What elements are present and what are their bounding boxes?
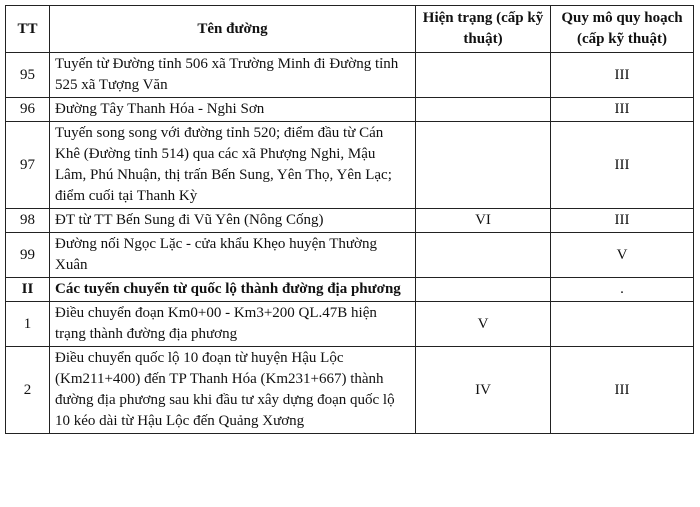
header-row	[6, 6, 694, 53]
table-row	[6, 209, 694, 233]
table-row	[6, 122, 694, 209]
row-planned: III	[551, 347, 694, 434]
row-planned: III	[551, 98, 694, 122]
section-name: Các tuyến chuyển từ quốc lộ thành đường địa phương	[50, 278, 416, 302]
roads-table	[5, 5, 694, 434]
row-planned: V	[551, 233, 694, 278]
table-row	[6, 302, 694, 347]
row-current: VI	[416, 209, 551, 233]
section-row	[6, 278, 694, 302]
row-name: Điều chuyển đoạn Km0+00 - Km3+200 QL.47B hiện trạng thành đường địa phương	[50, 302, 416, 347]
table-row	[6, 347, 694, 434]
row-name: ĐT từ TT Bến Sung đi Vũ Yên (Nông Cống)	[50, 209, 416, 233]
table-row	[6, 98, 694, 122]
row-current	[416, 53, 551, 98]
row-current: IV	[416, 347, 551, 434]
header-tt: TT	[6, 6, 50, 53]
section-tt: II	[6, 278, 50, 302]
row-current	[416, 278, 551, 302]
row-current	[416, 233, 551, 278]
row-tt: 99	[6, 233, 50, 278]
row-name: Điều chuyển quốc lộ 10 đoạn từ huyện Hậu Lộc (Km211+400) đến TP Thanh Hóa (Km231+667) thành đường địa phương sau khi đầu tư xây dựng đoạn quốc lộ 10 kéo dài từ Hậu Lộc đến Quảng Xương	[50, 347, 416, 434]
row-planned: III	[551, 122, 694, 209]
row-tt: 1	[6, 302, 50, 347]
row-tt: 97	[6, 122, 50, 209]
row-planned: III	[551, 209, 694, 233]
row-name: Đường nối Ngọc Lặc - cửa khẩu Khẹo huyện Thường Xuân	[50, 233, 416, 278]
row-current: V	[416, 302, 551, 347]
row-tt: 96	[6, 98, 50, 122]
row-tt: 2	[6, 347, 50, 434]
table-row	[6, 53, 694, 98]
row-tt: 98	[6, 209, 50, 233]
header-name: Tên đường	[50, 6, 416, 53]
header-current: Hiện trạng (cấp kỹ thuật)	[416, 6, 551, 53]
row-name: Tuyến từ Đường tỉnh 506 xã Trường Minh đi Đường tỉnh 525 xã Tượng Văn	[50, 53, 416, 98]
row-planned: .	[551, 278, 694, 302]
row-planned: III	[551, 53, 694, 98]
row-current	[416, 122, 551, 209]
header-planned: Quy mô quy hoạch (cấp kỹ thuật)	[551, 6, 694, 53]
row-name: Tuyến song song với đường tỉnh 520; điểm đầu từ Cán Khê (Đường tỉnh 514) qua các xã Phượng Nghi, Mậu Lâm, Phú Nhuận, thị trấn Bến Sung, Yên Thọ, Yên Lạc; điểm cuối tại Thanh Kỳ	[50, 122, 416, 209]
row-tt: 95	[6, 53, 50, 98]
row-planned	[551, 302, 694, 347]
table-row	[6, 233, 694, 278]
row-name: Đường Tây Thanh Hóa - Nghi Sơn	[50, 98, 416, 122]
row-current	[416, 98, 551, 122]
